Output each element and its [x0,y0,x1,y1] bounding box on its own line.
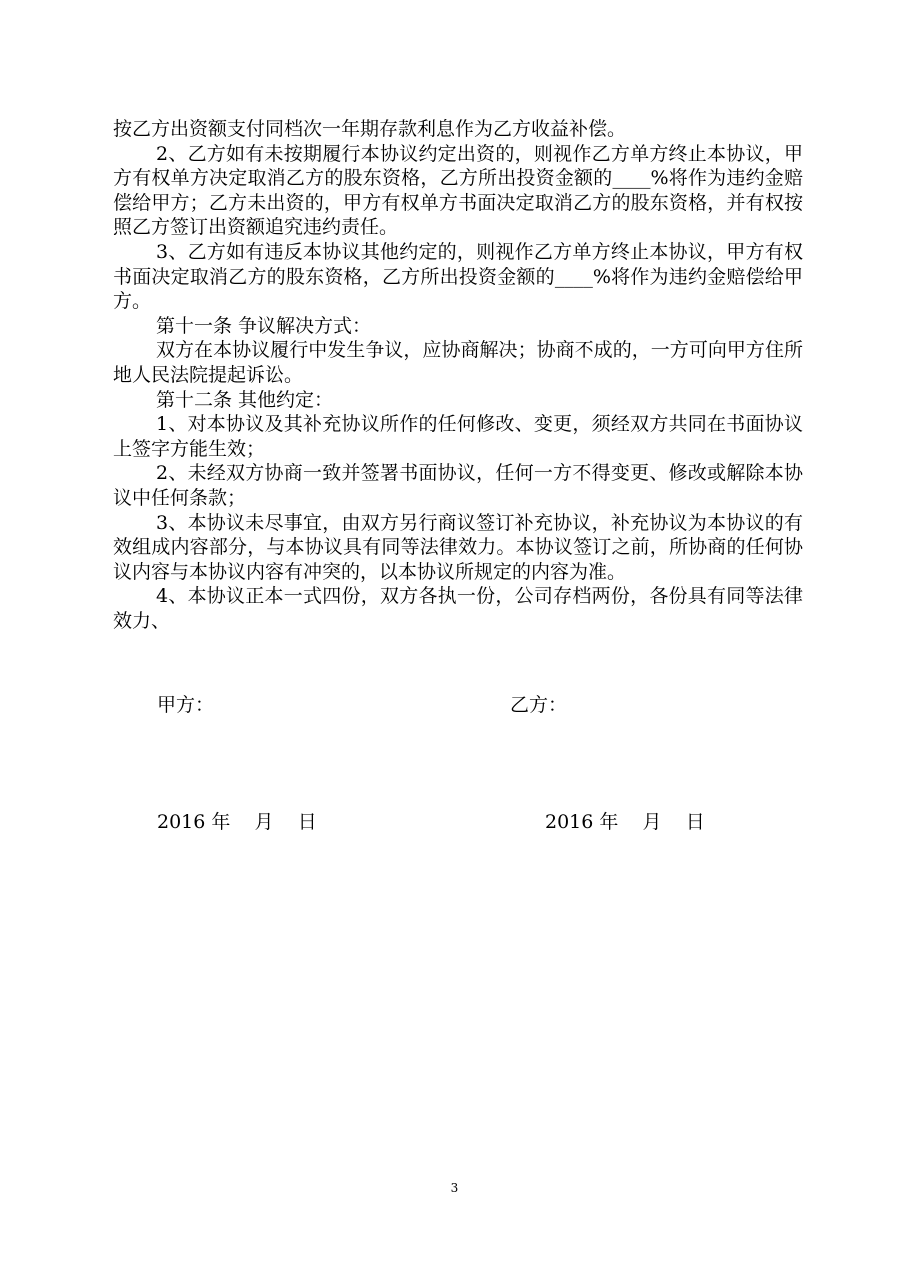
paragraph: 2、未经双方协商一致并签署书面协议，任何一方不得变更、修改或解除本协议中任何条款； [113,462,803,509]
section-heading: 第十一条 争议解决方式： [156,314,372,337]
paragraph: 双方在本协议履行中发生争议，应协商解决；协商不成的，一方可向甲方住所地人民法院提起诉讼。 [113,339,803,386]
section-heading: 第十二条 其他约定： [156,388,334,411]
page-number: 3 [450,1181,459,1195]
paragraph: 1、对本协议及其补充协议所作的任何修改、变更，须经双方共同在书面协议上签字方能生效； [113,413,803,460]
party-b-label: 乙方： [510,694,568,716]
paragraph: 2、乙方如有未按期履行本协议约定出资的，则视作乙方单方终止本协议，甲方有权单方决定取消乙方的股东资格，乙方所出投资金额的____%将作为违约金赔偿给甲方；乙方未出资的，甲方有权单方书面决定取消乙方的股东资格，并有权按照乙方签订出资额追究违约责任。 [113,142,803,239]
party-a-label: 甲方： [157,694,215,716]
paragraph: 按乙方出资额支付同档次一年期存款利息作为乙方收益补偿。 [113,118,627,140]
party-b-date: 2016 年 月 日 [545,811,705,833]
paragraph: 3、本协议未尽事宜，由双方另行商议签订补充协议，补充协议为本协议的有效组成内容部分，与本协议具有同等法律效力。本协议签订之前，所协商的任何协议内容与本协议内容有冲突的，以本协议所规定的内容为准。 [113,511,803,583]
document-body [113,117,803,633]
paragraph: 4、本协议正本一式四份，双方各执一份，公司存档两份，各份具有同等法律效力、 [113,585,803,632]
paragraph: 3、乙方如有违反本协议其他约定的，则视作乙方单方终止本协议，甲方有权书面决定取消乙方的股东资格，乙方所出投资金额的____%将作为违约金赔偿给甲方。 [113,240,803,313]
party-a-date: 2016 年 月 日 [157,811,317,833]
